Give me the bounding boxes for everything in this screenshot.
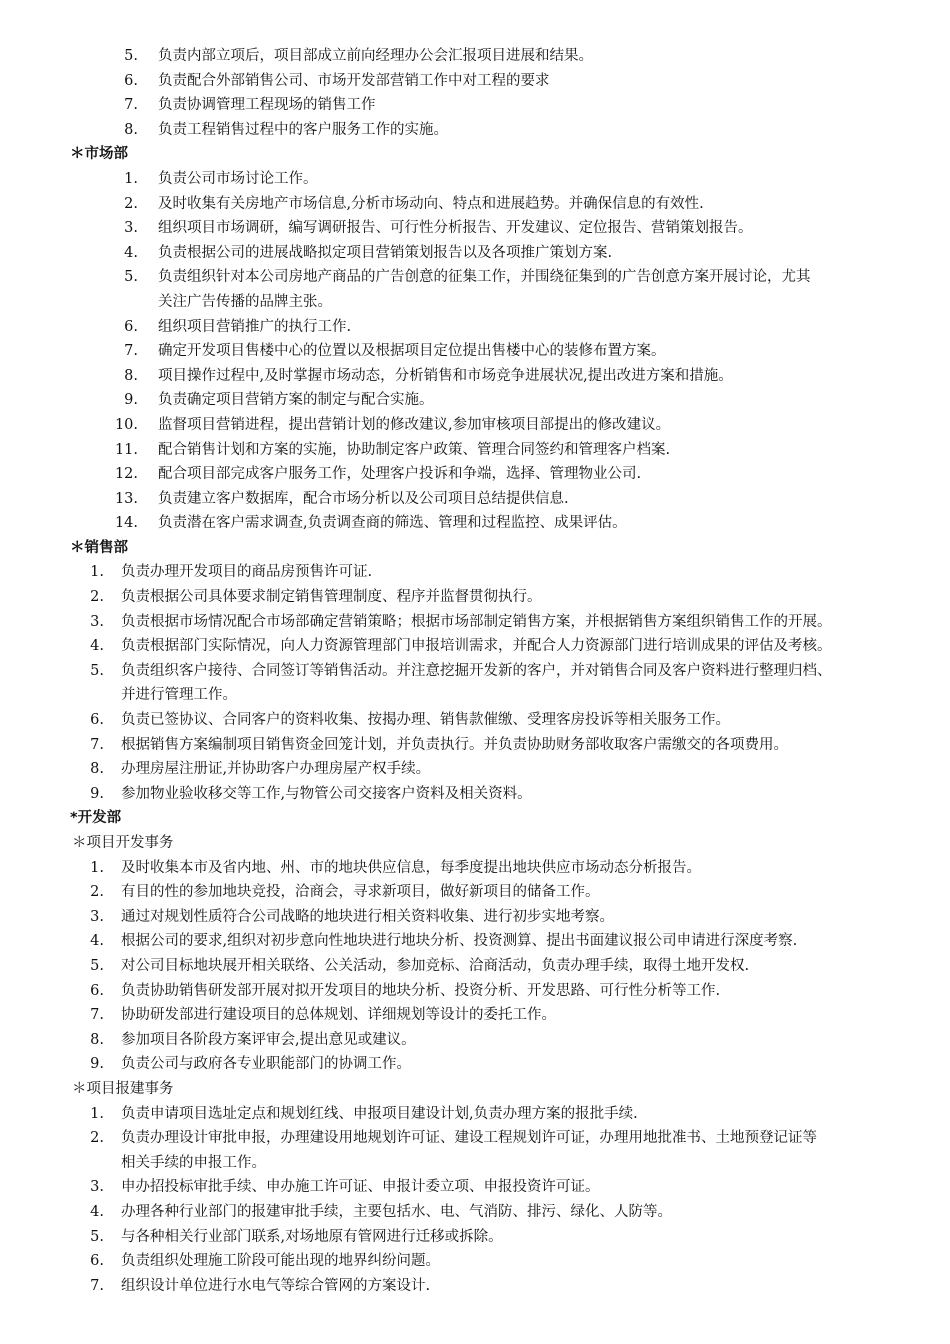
item-number: 4. [90, 933, 104, 950]
list-item [0, 1003, 950, 1028]
item-text: 与各种相关行业部门联系,对场地原有管网进行迁移或拆除。 [121, 1228, 503, 1245]
item-number: 11. [114, 441, 138, 458]
list-item [0, 856, 950, 881]
item-number: 5. [124, 48, 138, 64]
item-text: 配合项目部完成客户服务工作，处理客户投诉和争端，选择、管理物业公司. [158, 466, 642, 483]
item-number: 9. [90, 785, 104, 802]
list-item [0, 1249, 950, 1274]
item-number: 4. [90, 1203, 104, 1220]
item-text: 负责确定项目营销方案的制定与配合实施。 [158, 392, 434, 409]
item-number: 7. [90, 736, 104, 753]
list-item [0, 118, 950, 143]
item-text: 及时收集有关房地产市场信息,分析市场动向、特点和进展趋势。并确保信息的有效性. [158, 195, 704, 212]
dev-sub1-heading: ＊项目开发事务 [72, 835, 174, 851]
item-text: 参加物业验收移交等工作,与物管公司交接客户资料及相关资料。 [121, 785, 532, 802]
item-text: 关注广告传播的品牌主张。 [158, 293, 332, 310]
sales-heading: ＊销售部 [70, 539, 128, 556]
item-text: 负责办理设计审批申报，办理建设用地规划许可证、建设工程规划许可证，办理用地批准书、土地预登记证等 [121, 1130, 817, 1147]
market-list [0, 167, 950, 536]
item-number: 6. [124, 318, 138, 335]
list-item [0, 1102, 950, 1127]
dev-sub2-heading: ＊项目报建事务 [72, 1080, 174, 1097]
list-item [0, 1028, 950, 1053]
item-number: 2. [90, 1130, 104, 1147]
item-number: 3. [90, 613, 104, 630]
item-text: 负责组织处理施工阶段可能出现的地界纠纷问题。 [121, 1253, 440, 1270]
item-number: 1. [90, 564, 104, 581]
list-item [0, 757, 950, 782]
list-item [0, 782, 950, 807]
item-text: 及时收集本市及省内地、州、市的地块供应信息，每季度提出地块供应市场动态分析报告。 [121, 859, 701, 876]
item-text: 办理房屋注册证,并协助客户办理房屋产权手续。 [121, 761, 431, 778]
item-text: 负责公司市场讨论工作。 [158, 170, 318, 187]
item-text: 组织项目营销推广的执行工作. [158, 318, 352, 335]
list-item [0, 659, 950, 684]
list-item [0, 560, 950, 585]
item-number: 5. [90, 662, 104, 679]
item-text: 项目操作过程中,及时掌握市场动态，分析销售和市场竞争进展状况,提出改进方案和措施。 [158, 367, 733, 384]
item-text: 负责办理开发项目的商品房预售许可证. [121, 564, 373, 581]
list-item [0, 610, 950, 635]
item-text: 通过对规划性质符合公司战略的地块进行相关资料收集、进行初步实地考察。 [121, 908, 614, 925]
list-item [0, 929, 950, 954]
item-number: 8. [90, 761, 104, 778]
item-number: 3. [124, 220, 138, 237]
item-number: 3. [90, 1179, 104, 1196]
item-number: 8. [124, 121, 138, 138]
item-text: 协助研发部进行建设项目的总体规划、详细规划等设计的委托工作。 [121, 1007, 556, 1024]
item-text: 确定开发项目售楼中心的位置以及根据项目定位提出售楼中心的装修布置方案。 [158, 343, 666, 360]
list-item [0, 413, 950, 438]
item-text: 负责根据公司具体要求制定销售管理制度、程序并监督贯彻执行。 [121, 589, 542, 606]
item-text: 相关手续的申报工作。 [121, 1154, 266, 1171]
list-item [0, 93, 950, 118]
item-number: 4. [124, 244, 138, 261]
item-text: 负责根据部门实际情况，向人力资源管理部门申报培训需求，并配合人力资源部门进行培训成果的评估及考核。 [121, 638, 832, 655]
list-item [0, 339, 950, 364]
item-number: 7. [90, 1007, 104, 1024]
item-number: 6. [90, 712, 104, 729]
item-text: 组织设计单位进行水电气等综合管网的方案设计. [121, 1277, 431, 1294]
list-item [0, 438, 950, 463]
list-item-continuation [0, 290, 950, 315]
list-item [0, 69, 950, 94]
item-text: 负责配合外部销售公司、市场开发部营销工作中对工程的要求 [158, 72, 550, 89]
list-item [0, 1200, 950, 1225]
item-number: 1. [124, 170, 138, 187]
list-item [0, 192, 950, 217]
list-item [0, 216, 950, 241]
item-text: 申办招投标审批手续、申办施工许可证、申报计委立项、申报投资许可证。 [121, 1179, 600, 1196]
top-list [0, 44, 950, 142]
list-item [0, 954, 950, 979]
item-number: 1. [90, 1105, 104, 1122]
list-item [0, 1274, 950, 1299]
item-text: 负责协调管理工程现场的销售工作 [158, 97, 376, 114]
item-text: 负责工程销售过程中的客户服务工作的实施。 [158, 121, 448, 138]
item-text: 参加项目各阶段方案评审会,提出意见或建议。 [121, 1031, 416, 1048]
list-item-continuation [0, 683, 950, 708]
item-number: 2. [124, 195, 138, 212]
item-text: 负责根据公司的进展战略拟定项目营销策划报告以及各项推广策划方案. [158, 244, 613, 261]
item-text: 负责建立客户数据库，配合市场分析以及公司项目总结提供信息. [158, 490, 569, 507]
item-text: 配合销售计划和方案的实施，协助制定客户政策、管理合同签约和管理客户档案. [158, 441, 671, 458]
item-number: 2. [90, 589, 104, 606]
list-item [0, 1052, 950, 1077]
list-item [0, 315, 950, 340]
item-number: 5. [124, 269, 138, 286]
list-item [0, 388, 950, 413]
list-item [0, 462, 950, 487]
item-text: 对公司目标地块展开相关联络、公关活动，参加竞标、洽商活动，负责办理手续，取得土地开发权. [121, 957, 750, 974]
list-item [0, 733, 950, 758]
list-item [0, 1175, 950, 1200]
item-text: 负责内部立项后，项目部成立前向经理办公会汇报项目进展和结果。 [158, 48, 593, 64]
item-text: 负责根据市场情况配合市场部确定营销策略；根据市场部制定销售方案，并根据销售方案组织销售工作的开展。 [121, 613, 832, 630]
item-number: 5. [90, 957, 104, 974]
item-number: 9. [124, 392, 138, 409]
item-number: 2. [90, 884, 104, 901]
item-number: 9. [90, 1056, 104, 1073]
item-number: 12. [114, 466, 138, 483]
list-item [0, 880, 950, 905]
item-number: 6. [90, 982, 104, 999]
item-number: 10. [114, 416, 138, 433]
list-item [0, 1225, 950, 1250]
sales-list [0, 560, 950, 806]
item-number: 7. [90, 1277, 104, 1294]
item-text: 组织项目市场调研，编写调研报告、可行性分析报告、开发建议、定位报告、营销策划报告。 [158, 220, 753, 237]
list-item [0, 585, 950, 610]
item-number: 3. [90, 908, 104, 925]
item-number: 1. [90, 859, 104, 876]
list-item [0, 634, 950, 659]
item-text: 监督项目营销进程，提出营销计划的修改建议,参加审核项目部提出的修改建议。 [158, 416, 671, 433]
list-item [0, 487, 950, 512]
list-item [0, 167, 950, 192]
item-number: 6. [124, 72, 138, 89]
list-item [0, 265, 950, 290]
item-text: 负责组织客户接待、合同签订等销售活动。并注意挖掘开发新的客户，并对销售合同及客户资料进行整理归档、 [121, 662, 832, 679]
list-item [0, 905, 950, 930]
item-text: 负责申请项目选址定点和规划红线、申报项目建设计划,负责办理方案的报批手续. [121, 1105, 638, 1122]
item-text: 有目的性的参加地块竞投，洽商会，寻求新项目，做好新项目的储备工作。 [121, 884, 600, 901]
market-heading: ＊市场部 [70, 146, 128, 163]
item-number: 7. [124, 343, 138, 360]
item-number: 7. [124, 97, 138, 114]
item-number: 5. [90, 1228, 104, 1245]
list-item [0, 364, 950, 389]
item-text: 根据销售方案编制项目销售资金回笼计划，并负责执行。并负责协助财务部收取客户需缴交的各项费用。 [121, 736, 788, 753]
dev-heading: *开发部 [70, 810, 122, 827]
list-item-continuation [0, 1151, 950, 1176]
dev-sub1-list [0, 856, 950, 1077]
list-item [0, 708, 950, 733]
list-item [0, 44, 950, 69]
item-text: 并进行管理工作。 [121, 687, 237, 704]
list-item [0, 1126, 950, 1151]
list-item [0, 511, 950, 536]
item-text: 负责公司与政府各专业职能部门的协调工作。 [121, 1056, 411, 1073]
item-text: 负责协助销售研发部开展对拟开发项目的地块分析、投资分析、开发思路、可行性分析等工作. [121, 982, 721, 999]
list-item [0, 979, 950, 1004]
item-text: 负责已签协议、合同客户的资料收集、按揭办理、销售款催缴、受理客房投诉等相关服务工作。 [121, 712, 730, 729]
item-number: 14. [114, 515, 138, 532]
item-number: 8. [90, 1031, 104, 1048]
item-number: 4. [90, 638, 104, 655]
item-number: 8. [124, 367, 138, 384]
dev-sub2-list [0, 1102, 950, 1299]
list-item [0, 241, 950, 266]
item-number: 6. [90, 1253, 104, 1270]
item-text: 办理各种行业部门的报建审批手续，主要包括水、电、气消防、排污、绿化、人防等。 [121, 1203, 672, 1220]
item-text: 根据公司的要求,组织对初步意向性地块进行地块分析、投资测算、提出书面建议报公司申请进行深度考察. [121, 933, 798, 950]
item-text: 负责潜在客户需求调查,负责调查商的筛选、管理和过程监控、成果评估。 [158, 515, 627, 532]
document-page [0, 44, 950, 1298]
item-number: 13. [114, 490, 138, 507]
item-text: 负责组织针对本公司房地产商品的广告创意的征集工作，并围绕征集到的广告创意方案开展讨论，尤其 [158, 269, 811, 286]
